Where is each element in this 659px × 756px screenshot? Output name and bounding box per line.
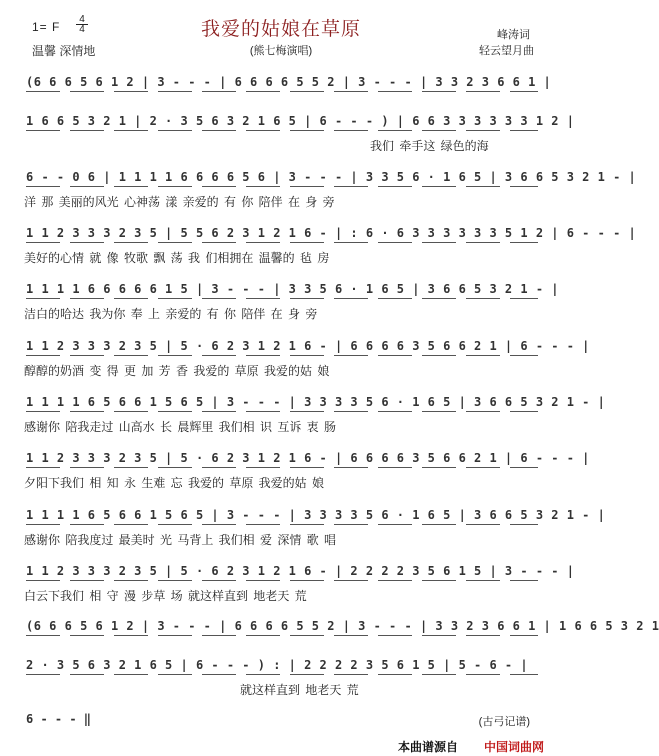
melody-line-2: 1 6 6 5 3 2 1 | 2 · 3 5 6 3 2 1 6 5 | 6 - - - ) | 6 6 3 3 3 3 3 3 1 2 | [26,114,575,128]
ending-melody: 6 - - - ‖ [26,712,92,726]
melody-line-3: 6 - - 0 6 | 1 1 1 1 6 6 6 6 5 6 | 3 - - - | 3 3 5 6 · 1 6 5 | 3 6 6 5 3 2 1 - | [26,170,637,184]
melody-line-4: 1 1 2 3 3 3 2 3 5 | 5 5 6 2 3 1 2 1 6 - | : 6 · 6 3 3 3 3 3 3 5 1 2 | 6 - - - | [26,226,637,240]
transcriber-credit: (古弓记谱) [478,716,530,728]
melody-line-11: (6 6 6 5 6 1 2 | 3 - - - | 6 6 6 6 5 5 2 | 3 - - - | 3 3 2 3 6 6 1 | 1 6 6 5 3 2 1 [26,619,659,633]
lyric-line-2: 我们 牵手这 绿色的海 [370,139,489,153]
singer-credit: (熊七梅演唱) [249,45,313,57]
time-bottom: 4 [76,24,88,34]
lyricist-credit: 峰涛词 [497,29,530,41]
lyric-line-3: 洋 那 美丽的风光 心神荡 漾 亲爱的 有 你 陪伴 在 身 旁 [24,195,335,209]
melody-line-7: 1 1 1 1 6 5 6 6 1 5 6 5 | 3 - - - | 3 3 3 3 5 6 · 1 6 5 | 3 6 6 5 3 2 1 - | [26,395,606,409]
time-top: 4 [79,14,85,25]
lyric-line-6: 醇醇的奶酒 变 得 更 加 芳 香 我爱的 草原 我爱的姑 娘 [24,364,330,378]
melody-line-6: 1 1 2 3 3 3 2 3 5 | 5 · 6 2 3 1 2 1 6 - | 6 6 6 6 3 5 6 6 2 1 | 6 - - - | [26,339,590,353]
melody-line-8: 1 1 2 3 3 3 2 3 5 | 5 · 6 2 3 1 2 1 6 - | 6 6 6 6 3 5 6 6 2 1 | 6 - - - | [26,451,590,465]
song-title: 我爱的姑娘在草原 [200,18,361,40]
melody-line-9: 1 1 1 1 6 5 6 6 1 5 6 5 | 3 - - - | 3 3 3 3 5 6 · 1 6 5 | 3 6 6 5 3 2 1 - | [26,508,606,522]
source-label: 本曲谱源自 [398,740,459,754]
tempo-mood: 温馨 深情地 [32,44,96,58]
melody-line-10: 1 1 2 3 3 3 2 3 5 | 5 · 6 2 3 1 2 1 6 - | 2 2 2 2 3 5 6 1 5 | 3 - - - | [26,564,575,578]
lyric-line-9: 感谢你 陪我度过 最美时 光 马背上 我们相 爱 深情 歌 唱 [24,533,337,547]
site-name: 中国词曲网 [484,740,545,754]
lyric-line-10: 白云下我们 相 守 漫 步草 场 就这样直到 地老天 荒 [24,589,307,603]
lyric-line-4: 美好的心情 就 像 牧歌 飘 荡 我 们相拥在 温馨的 毡 房 [24,251,330,265]
melody-line-5: 1 1 1 1 6 6 6 6 6 1 5 | 3 - - - | 3 3 5 6 · 1 6 5 | 3 6 6 5 3 2 1 - | [26,282,559,296]
melody-line-12: 2 · 3 5 6 3 2 1 6 5 | 6 - - - ) : | 2 2 2 2 3 5 6 1 5 | 5 - 6 - | [26,658,538,672]
melody-line-1: (6 6 6 5 6 1 2 | 3 - - - | 6 6 6 6 5 5 2 | 3 - - - | 3 3 2 3 6 6 1 | [26,75,552,89]
lyric-line-8: 夕阳下我们 相 知 永 生难 忘 我爱的 草原 我爱的姑 娘 [24,476,325,490]
lyric-line-5: 洁白的哈达 我为你 奉 上 亲爱的 有 你 陪伴 在 身 旁 [24,307,318,321]
composer-credit: 轻云望月曲 [479,45,534,57]
key-signature: 1= F [32,20,61,34]
lyric-line-7: 感谢你 陪我走过 山高水 长 晨辉里 我们相 识 互诉 衷 肠 [24,420,337,434]
lyric-line-12: 就这样直到 地老天 荒 [240,683,359,697]
